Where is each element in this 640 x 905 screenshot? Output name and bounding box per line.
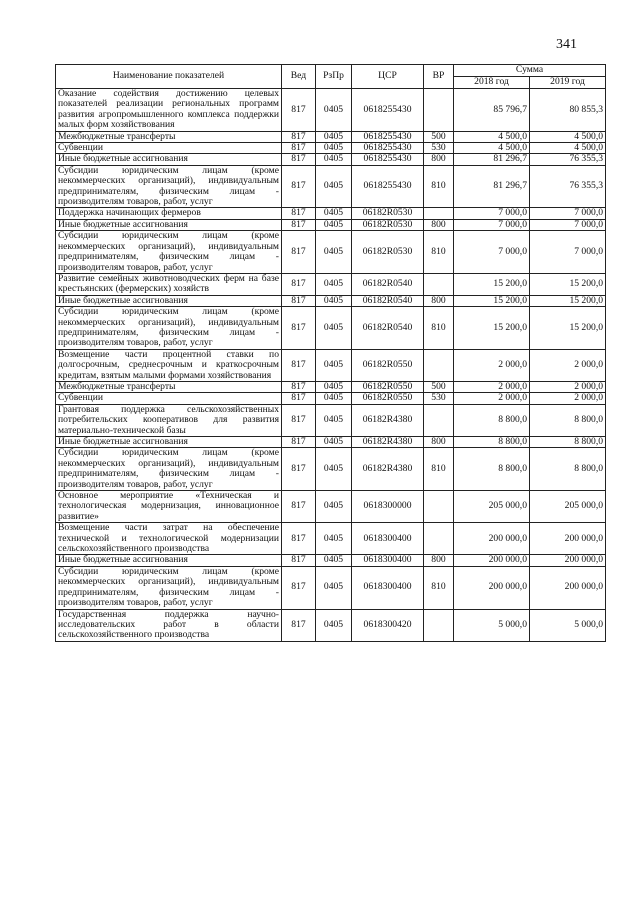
row-name: Иные бюджетные ассигнования [56, 219, 282, 230]
row-sum-2019: 15 200,0 [530, 295, 606, 306]
row-name: Основное мероприятие «Техническая и технологическая модернизация, инновационное развитие» [56, 491, 282, 523]
row-csr: 06182R0550 [352, 381, 424, 392]
row-rzpr: 0405 [316, 555, 352, 566]
row-ved: 817 [282, 208, 316, 219]
table-row [56, 555, 606, 566]
row-sum-2019: 80 855,3 [530, 89, 606, 132]
row-sum-2018: 7 000,0 [454, 219, 530, 230]
row-rzpr: 0405 [316, 349, 352, 381]
row-vr [424, 89, 454, 132]
row-csr: 06182R4380 [352, 404, 424, 436]
row-sum-2019: 8 800,0 [530, 448, 606, 491]
row-rzpr: 0405 [316, 566, 352, 609]
header-2019: 2019 год [530, 77, 606, 89]
row-name: Межбюджетные трансферты [56, 381, 282, 392]
row-sum-2019: 76 355,3 [530, 165, 606, 208]
row-sum-2018: 8 800,0 [454, 437, 530, 448]
row-name: Развитие семейных животноводческих ферм на базе крестьянских (фермерских) хозяйств [56, 273, 282, 295]
row-sum-2018: 200 000,0 [454, 555, 530, 566]
row-csr: 06182R4380 [352, 437, 424, 448]
header-vr: ВР [424, 65, 454, 89]
row-name: Межбюджетные трансферты [56, 131, 282, 142]
header-2018: 2018 год [454, 77, 530, 89]
row-csr: 06182R0550 [352, 393, 424, 404]
row-sum-2019: 2 000,0 [530, 381, 606, 392]
row-sum-2019: 4 500,0 [530, 131, 606, 142]
row-csr: 0618255430 [352, 89, 424, 132]
row-name: Субсидии юридическим лицам (кроме некоммерческих организаций), индивидуальным предпринимателям, физическим лицам - производителям товаров, работ, услуг [56, 231, 282, 274]
row-name: Оказание содействия достижению целевых показателей реализации региональных программ развития агропромышленного комплекса поддержки малых форм хозяйствования [56, 89, 282, 132]
row-vr: 810 [424, 566, 454, 609]
table-row [56, 89, 606, 132]
row-csr: 06182R0530 [352, 219, 424, 230]
row-ved: 817 [282, 491, 316, 523]
row-sum-2018: 2 000,0 [454, 381, 530, 392]
row-sum-2019: 8 800,0 [530, 437, 606, 448]
row-name: Иные бюджетные ассигнования [56, 295, 282, 306]
row-csr: 06182R0540 [352, 295, 424, 306]
row-name: Субсидии юридическим лицам (кроме некоммерческих организаций), индивидуальным предпринимателям, физическим лицам - производителям товаров, работ, услуг [56, 307, 282, 350]
row-ved: 817 [282, 381, 316, 392]
row-sum-2019: 5 000,0 [530, 609, 606, 641]
row-sum-2018: 4 500,0 [454, 131, 530, 142]
row-name: Грантовая поддержка сельскохозяйственных потребительских кооперативов для развития материально-технической базы [56, 404, 282, 436]
table-row [56, 273, 606, 295]
row-vr: 500 [424, 381, 454, 392]
row-sum-2019: 15 200,0 [530, 307, 606, 350]
row-vr: 800 [424, 295, 454, 306]
table-row [56, 307, 606, 350]
table-row [56, 393, 606, 404]
row-rzpr: 0405 [316, 404, 352, 436]
table-row [56, 154, 606, 165]
row-vr: 500 [424, 131, 454, 142]
row-rzpr: 0405 [316, 89, 352, 132]
row-sum-2018: 81 296,7 [454, 154, 530, 165]
row-csr: 0618300400 [352, 523, 424, 555]
row-name: Иные бюджетные ассигнования [56, 154, 282, 165]
row-vr [424, 609, 454, 641]
row-sum-2018: 4 500,0 [454, 143, 530, 154]
row-name: Субвенции [56, 393, 282, 404]
table-row [56, 381, 606, 392]
row-vr: 530 [424, 143, 454, 154]
row-rzpr: 0405 [316, 381, 352, 392]
row-sum-2018: 15 200,0 [454, 307, 530, 350]
row-vr [424, 491, 454, 523]
row-sum-2018: 200 000,0 [454, 566, 530, 609]
row-sum-2018: 15 200,0 [454, 295, 530, 306]
row-ved: 817 [282, 154, 316, 165]
header-ved: Вед [282, 65, 316, 89]
row-csr: 0618255430 [352, 154, 424, 165]
table-row [56, 566, 606, 609]
row-csr: 06182R0540 [352, 273, 424, 295]
row-name: Государственная поддержка научно-исследовательских работ в области сельскохозяйственного производства [56, 609, 282, 641]
row-rzpr: 0405 [316, 609, 352, 641]
row-rzpr: 0405 [316, 437, 352, 448]
row-sum-2018: 2 000,0 [454, 393, 530, 404]
row-sum-2018: 81 296,7 [454, 165, 530, 208]
row-ved: 817 [282, 231, 316, 274]
table-row [56, 437, 606, 448]
row-sum-2018: 8 800,0 [454, 448, 530, 491]
row-sum-2019: 200 000,0 [530, 566, 606, 609]
header-sum: Сумма [454, 65, 606, 77]
row-vr: 810 [424, 448, 454, 491]
row-name: Поддержка начинающих фермеров [56, 208, 282, 219]
row-vr [424, 404, 454, 436]
table-row [56, 131, 606, 142]
row-csr: 06182R0540 [352, 307, 424, 350]
row-vr [424, 523, 454, 555]
row-sum-2019: 15 200,0 [530, 273, 606, 295]
row-ved: 817 [282, 273, 316, 295]
header-csr: ЦСР [352, 65, 424, 89]
row-csr: 06182R0530 [352, 231, 424, 274]
row-vr: 530 [424, 393, 454, 404]
row-sum-2018: 2 000,0 [454, 349, 530, 381]
row-vr: 810 [424, 165, 454, 208]
row-sum-2018: 7 000,0 [454, 208, 530, 219]
row-csr: 0618255430 [352, 165, 424, 208]
row-vr: 800 [424, 154, 454, 165]
row-rzpr: 0405 [316, 231, 352, 274]
row-rzpr: 0405 [316, 393, 352, 404]
header-rzpr: РзПр [316, 65, 352, 89]
row-rzpr: 0405 [316, 131, 352, 142]
row-rzpr: 0405 [316, 154, 352, 165]
row-ved: 817 [282, 566, 316, 609]
row-name: Субсидии юридическим лицам (кроме некоммерческих организаций), индивидуальным предпринимателям, физическим лицам - производителям товаров, работ, услуг [56, 165, 282, 208]
row-rzpr: 0405 [316, 523, 352, 555]
row-sum-2019: 7 000,0 [530, 208, 606, 219]
table-row [56, 523, 606, 555]
row-ved: 817 [282, 349, 316, 381]
row-sum-2018: 7 000,0 [454, 231, 530, 274]
row-sum-2018: 8 800,0 [454, 404, 530, 436]
row-ved: 817 [282, 393, 316, 404]
row-ved: 817 [282, 165, 316, 208]
row-csr: 06182R0550 [352, 349, 424, 381]
budget-table [55, 64, 606, 642]
row-vr: 810 [424, 307, 454, 350]
table-row [56, 143, 606, 154]
row-sum-2019: 7 000,0 [530, 219, 606, 230]
row-ved: 817 [282, 143, 316, 154]
row-ved: 817 [282, 448, 316, 491]
table-row [56, 609, 606, 641]
row-rzpr: 0405 [316, 307, 352, 350]
table-row [56, 404, 606, 436]
row-sum-2018: 205 000,0 [454, 491, 530, 523]
row-ved: 817 [282, 609, 316, 641]
row-csr: 06182R4380 [352, 448, 424, 491]
table-row [56, 231, 606, 274]
row-sum-2018: 5 000,0 [454, 609, 530, 641]
row-sum-2018: 200 000,0 [454, 523, 530, 555]
row-name: Возмещение части затрат на обеспечение технической и технологической модернизации сельскохозяйственного производства [56, 523, 282, 555]
row-ved: 817 [282, 295, 316, 306]
row-sum-2019: 2 000,0 [530, 349, 606, 381]
row-vr: 800 [424, 437, 454, 448]
page-number: 341 [556, 37, 577, 52]
row-vr [424, 208, 454, 219]
table-row [56, 165, 606, 208]
row-sum-2019: 200 000,0 [530, 555, 606, 566]
row-sum-2019: 7 000,0 [530, 231, 606, 274]
row-rzpr: 0405 [316, 295, 352, 306]
row-csr: 06182R0530 [352, 208, 424, 219]
table-row [56, 491, 606, 523]
row-rzpr: 0405 [316, 208, 352, 219]
row-rzpr: 0405 [316, 448, 352, 491]
row-ved: 817 [282, 555, 316, 566]
table-row [56, 448, 606, 491]
row-rzpr: 0405 [316, 273, 352, 295]
row-rzpr: 0405 [316, 165, 352, 208]
row-vr: 810 [424, 231, 454, 274]
row-sum-2019: 76 355,3 [530, 154, 606, 165]
row-ved: 817 [282, 131, 316, 142]
row-csr: 0618255430 [352, 131, 424, 142]
row-csr: 0618300400 [352, 566, 424, 609]
row-vr [424, 349, 454, 381]
row-ved: 817 [282, 523, 316, 555]
row-sum-2019: 2 000,0 [530, 393, 606, 404]
table-row [56, 295, 606, 306]
header-name: Наименование показателей [56, 65, 282, 89]
row-vr: 800 [424, 555, 454, 566]
row-ved: 817 [282, 219, 316, 230]
row-sum-2019: 8 800,0 [530, 404, 606, 436]
row-name: Субвенции [56, 143, 282, 154]
table-row [56, 349, 606, 381]
row-csr: 0618300400 [352, 555, 424, 566]
row-csr: 0618300000 [352, 491, 424, 523]
row-ved: 817 [282, 437, 316, 448]
row-csr: 0618300420 [352, 609, 424, 641]
row-sum-2018: 85 796,7 [454, 89, 530, 132]
row-rzpr: 0405 [316, 219, 352, 230]
row-vr: 800 [424, 219, 454, 230]
row-name: Субсидии юридическим лицам (кроме некоммерческих организаций), индивидуальным предпринимателям, физическим лицам - производителям товаров, работ, услуг [56, 566, 282, 609]
row-name: Субсидии юридическим лицам (кроме некоммерческих организаций), индивидуальным предпринимателям, физическим лицам - производителям товаров, работ, услуг [56, 448, 282, 491]
table-row [56, 208, 606, 219]
row-sum-2019: 4 500,0 [530, 143, 606, 154]
row-sum-2018: 15 200,0 [454, 273, 530, 295]
row-name: Возмещение части процентной ставки по долгосрочным, среднесрочным и краткосрочным кредитам, взятым малыми формами хозяйствования [56, 349, 282, 381]
table-row [56, 219, 606, 230]
row-ved: 817 [282, 404, 316, 436]
row-rzpr: 0405 [316, 491, 352, 523]
row-sum-2019: 205 000,0 [530, 491, 606, 523]
row-vr [424, 273, 454, 295]
row-sum-2019: 200 000,0 [530, 523, 606, 555]
row-ved: 817 [282, 307, 316, 350]
row-ved: 817 [282, 89, 316, 132]
row-name: Иные бюджетные ассигнования [56, 555, 282, 566]
row-name: Иные бюджетные ассигнования [56, 437, 282, 448]
row-csr: 0618255430 [352, 143, 424, 154]
row-rzpr: 0405 [316, 143, 352, 154]
